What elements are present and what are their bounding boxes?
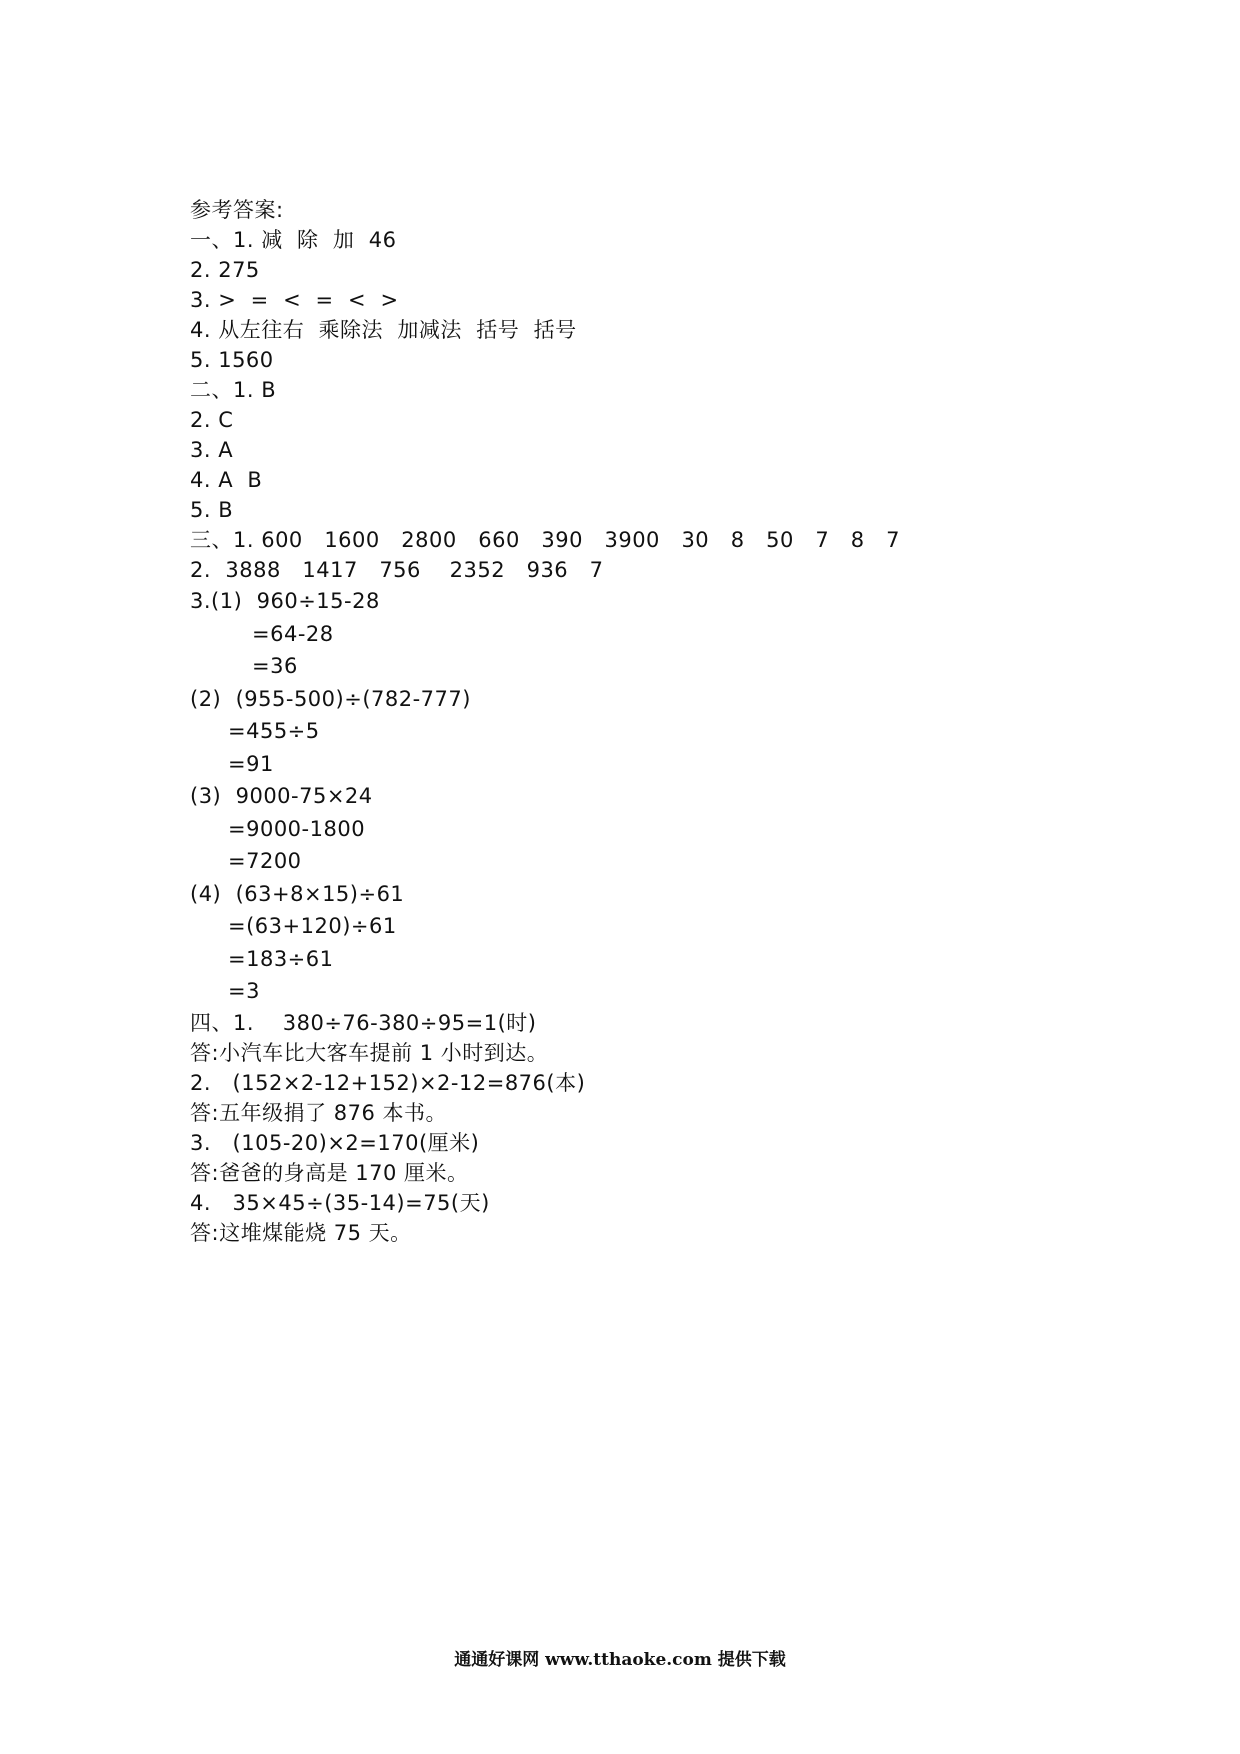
s2-line-3: 3. A: [190, 438, 234, 462]
s3-p1-question: 3.(1) 960÷15-28: [190, 589, 380, 613]
s1-line-3: 3. > = < = < >: [190, 288, 399, 312]
s3-p4-step-1: =(63+120)÷61: [228, 914, 397, 938]
s2-line-1: 二、1. B: [190, 378, 277, 402]
s3-p2-question: (2) (955-500)÷(782-777): [190, 686, 471, 711]
s1-line-4: 4. 从左往右 乘除法 加减法 括号 括号: [190, 318, 577, 342]
s4-q2: 2. (152×2-12+152)×2-12=876(本): [190, 1070, 586, 1095]
s3-p2-step-2: =91: [228, 751, 274, 776]
s3-p3-question: (3) 9000-75×24: [190, 784, 373, 808]
s3-p4-step-3: =3: [228, 979, 260, 1003]
s4-q1: 四、1. 380÷76-380÷95=1(时): [190, 1010, 537, 1035]
s1-line-5: 5. 1560: [190, 348, 274, 372]
footer-download-note: 通通好课网 www.tthaoke.com 提供下载: [454, 1650, 786, 1670]
s2-line-5: 5. B: [190, 498, 234, 522]
s1-line-2: 2. 275: [190, 258, 260, 282]
s4-a4: 答:这堆煤能烧 75 天。: [190, 1220, 412, 1245]
s3-line-2: 2. 3888 1417 756 2352 936 7: [190, 558, 604, 582]
s3-p3-step-2: =7200: [228, 849, 302, 873]
s4-a2: 答:五年级捐了 876 本书。: [190, 1100, 448, 1125]
s4-q4: 4. 35×45÷(35-14)=75(天): [190, 1190, 490, 1215]
answer-heading: 参考答案:: [190, 198, 284, 222]
s3-line-1: 三、1. 600 1600 2800 660 390 3900 30 8 50 7 8 7: [190, 528, 900, 552]
s1-line-1: 一、1. 减 除 加 46: [190, 228, 397, 252]
s3-p2-step-1: =455÷5: [228, 719, 320, 743]
s4-a3: 答:爸爸的身高是 170 厘米。: [190, 1160, 469, 1185]
s3-p4-question: (4) (63+8×15)÷61: [190, 881, 405, 906]
s4-a1: 答:小汽车比大客车提前 1 小时到达。: [190, 1040, 549, 1065]
s2-line-4: 4. A B: [190, 468, 263, 492]
s3-p1-step-2: =36: [252, 654, 298, 678]
answer-key: [190, 195, 1090, 1248]
s4-q3: 3. (105-20)×2=170(厘米): [190, 1130, 480, 1155]
s2-line-2: 2. C: [190, 408, 234, 432]
s3-p1-step-1: =64-28: [252, 621, 334, 646]
s3-p4-step-2: =183÷61: [228, 946, 334, 971]
s3-p3-step-1: =9000-1800: [228, 816, 366, 841]
